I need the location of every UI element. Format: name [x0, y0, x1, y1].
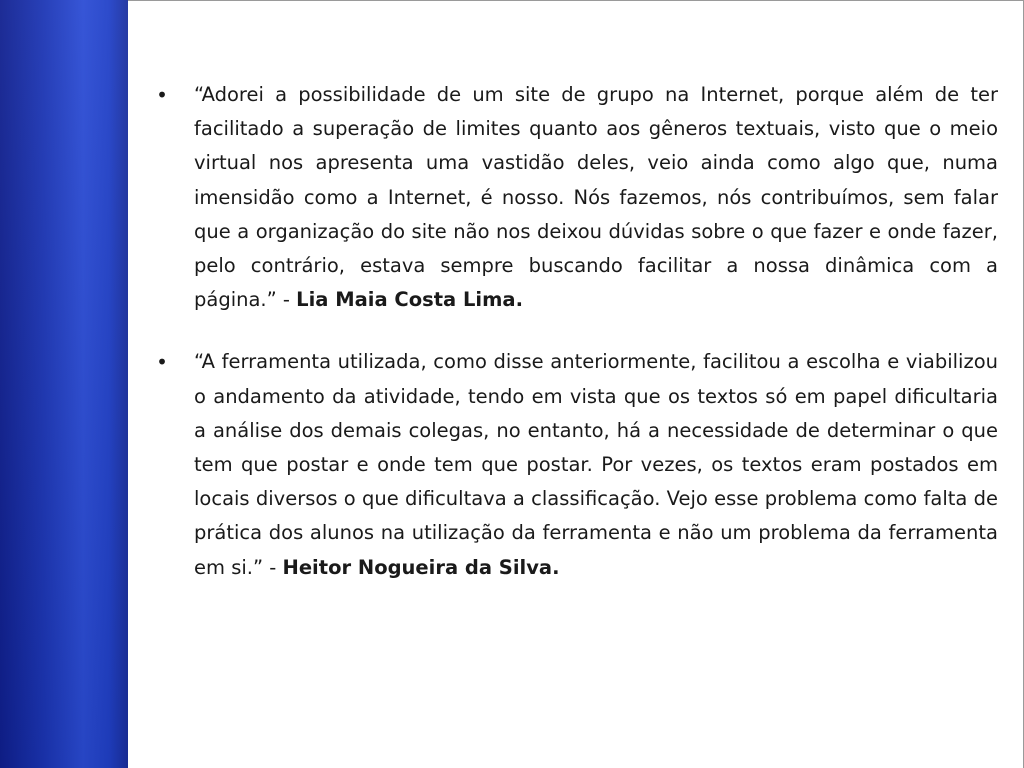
quote-author: Lia Maia Costa Lima. [296, 288, 524, 312]
quotes-list [152, 78, 998, 613]
quote-text: “A ferramenta utilizada, como disse anteriormente, facilitou a escolha e viabilizou o andamento da atividade, tendo em vista que os textos só em papel dificultaria a análise dos demais colegas, no entanto, há a necessidade de determinar o que tem que postar e onde tem que postar. Por vezes, os textos eram postados em locais diversos o que dificultava a classificação. Vejo esse problema como falta de prática dos alunos na utilização da ferramenta e não um problema da ferramenta em si.” - [194, 350, 998, 579]
bullet-icon: • [156, 350, 168, 375]
quote-text: “Adorei a possibilidade de um site de grupo na Internet, porque além de ter facilitado a superação de limites quanto aos gêneros textuais, visto que o meio virtual nos apresenta uma vastidão deles, veio ainda como algo que, numa imensidão como a Internet, é nosso. Nós fazemos, nós contribuímos, sem falar que a organização do site não nos deixou dúvidas sobre o que fazer e onde fazer, pelo contrário, estava sempre buscando facilitar a nossa dinâmica com a página.” - [194, 83, 998, 312]
quote-author: Heitor Nogueira da Silva. [282, 555, 560, 579]
bullet-icon: • [156, 83, 168, 107]
blue-side-band [0, 0, 128, 768]
quote-item-2 [152, 345, 998, 584]
quote-item-1 [152, 78, 998, 317]
